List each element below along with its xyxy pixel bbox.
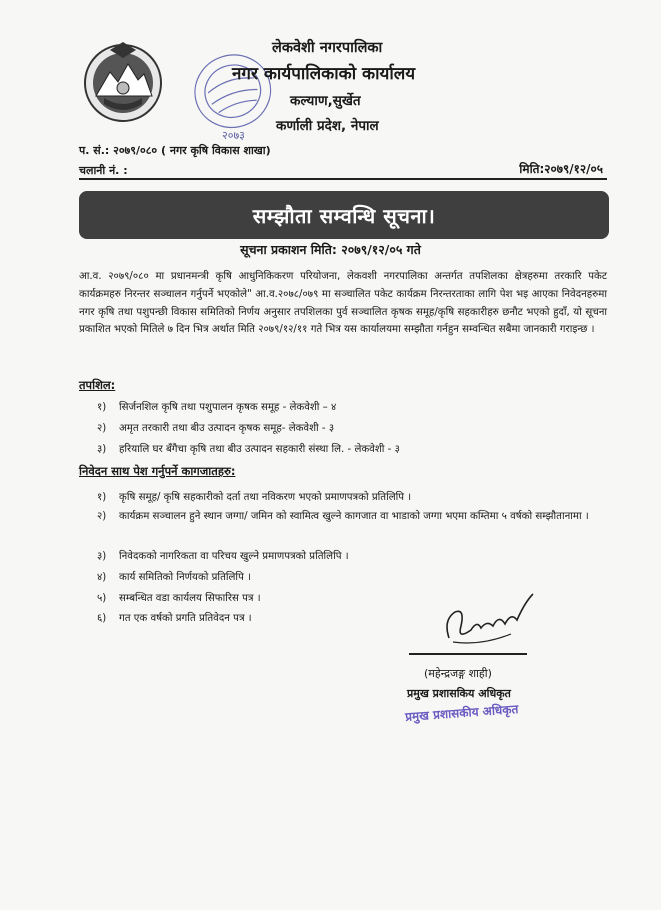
letter-date: मिति:२०७९/१२/०५: [519, 162, 603, 176]
stamp-year: २०७३: [222, 129, 245, 142]
notice-title: सम्झौता सम्वन्धि सूचना।: [252, 203, 436, 228]
details-heading: तपशिल:: [79, 378, 116, 392]
details-item: ३) हरियालि घर बँगैचा कृषि तथा बीउ उत्पादन सहकारी संस्था लि. - लेकवेशी - ३: [97, 444, 400, 455]
details-item: १) सिर्जनशिल कृषि तथा पशुपालन कृषक समूह - लेकवेशी – ४: [97, 402, 337, 413]
reference-number: प. सं.: २०७९/०८० ( नगर कृषि विकास शाखा): [79, 144, 271, 157]
publication-date: सूचना प्रकाशन मिति: २०७९/१२/०५ गते: [240, 242, 421, 257]
signature-line: [409, 653, 527, 655]
nepal-emblem-logo: [80, 38, 166, 124]
office-seal-stamp: [188, 45, 280, 145]
dispatch-number: चलानी नं. :: [79, 164, 128, 177]
signatory-stamp: प्रमुख प्रशासकीय अधिकृत: [404, 702, 519, 724]
document-item: २) कार्यक्रम सञ्चालन हुने स्थान जग्गा/ जमिन को स्वामित्व खुल्ने कागजात वा भाडाको जग्गा भएमा कम्तिमा ५ वर्षको सम्झौतानामा ।: [97, 511, 589, 522]
document-item: ५) सम्बन्धित वडा कार्यलय सिफारिस पत्र ।: [97, 593, 261, 604]
handwritten-signature: [441, 590, 541, 650]
document-item: ४) कार्य समितिको निर्णयको प्रतिलिपि ।: [97, 572, 251, 583]
notice-title-banner: [79, 191, 609, 239]
header-divider: [79, 178, 607, 180]
document-item: १) कृषि समूह/ कृषि सहकारीको दर्ता तथा नविकरण भएको प्रमाणपत्रको प्रतिलिपि ।: [97, 492, 412, 503]
municipality-name: लेकवेशी नगरपालिका: [272, 40, 383, 56]
notice-body: आ.व. २०७९/०८० मा प्रधानमन्त्री कृषि आधुनिकिकरण परियोजना, लेकवशी नगरपालिका अन्तर्गत तपशिलका क्षेत्रहरुमा तरकारि पकेट कार्यक्रमहरु निरन्तर सञ्चालन गर्नुपर्ने भएकोले" आ.व.२०७८/०७९ मा सञ्चालित पकेट कार्यक्रम निरन्तरताका लागि पेश भइ आएका निवेदनहरुमा नगर कृषि तथा पशुपन्छी विकास समितिको निर्णय अनुसार तपशिलका पुर्व सञ्चालित कृषक समूह/कृषि सहकारीहरु छनौट भएको हुदाँ, यो सूचना प्रकाशित भएको मितिले ७ दिन भित्र अर्थात मिति २०७९/१२/११ गते भित्र यस कार्यालयमा सम्झौता गर्नहुन सम्वन्धित सबैमा जानकारी गराइन्छ ।: [79, 271, 607, 336]
office-name: नगर कार्यपालिकाको कार्यालय: [232, 64, 416, 84]
document-item: ६) गत एक वर्षको प्रगति प्रतिवेदन पत्र ।: [97, 613, 252, 624]
signatory-title: प्रमुख प्रशासकिय अधिकृत: [407, 687, 511, 700]
office-province: कर्णाली प्रदेश, नेपाल: [276, 118, 379, 134]
office-address: कल्याण,सुर्खेत: [290, 93, 361, 109]
signatory-name: (महेन्द्रजङ्ग शाही): [424, 667, 492, 680]
documents-heading: निवेदन साथ पेश गर्नुपर्ने कागजातहरु:: [79, 464, 236, 478]
document-item: ३) निवेदकको नागरिकता वा परिचय खुल्ने प्रमाणपत्रको प्रतिलिपि ।: [97, 551, 349, 562]
details-item: २) अमृत तरकारी तथा बीउ उत्पादन कृषक समूह- लेकवेशी - ३: [97, 423, 335, 434]
